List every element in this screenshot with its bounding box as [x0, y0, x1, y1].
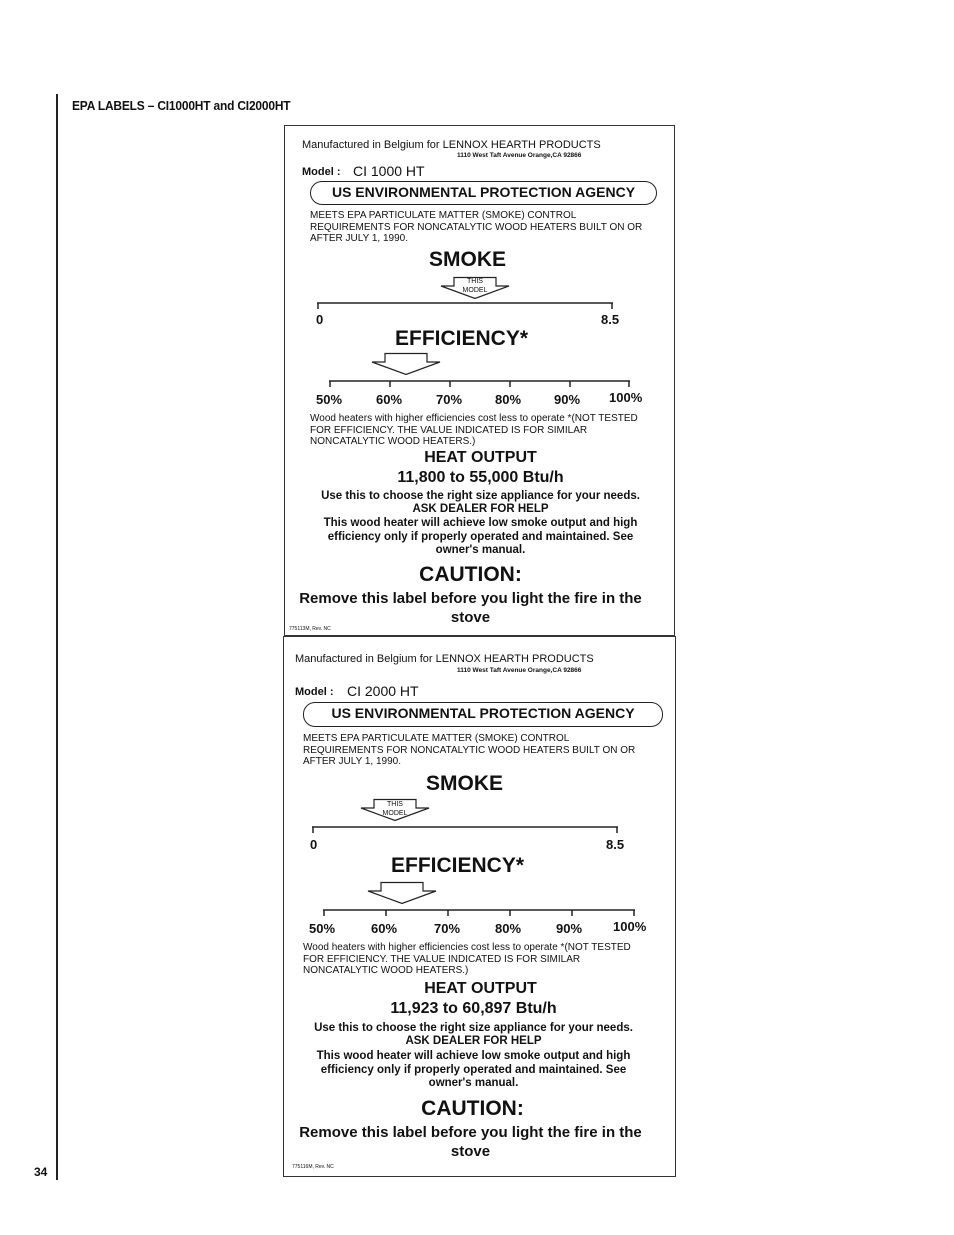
- efficiency-tick-label: 50%: [316, 392, 343, 407]
- address-line: 1110 West Taft Avenue Orange,CA 92866: [457, 152, 582, 159]
- efficiency-note: Wood heaters with higher efficiencies cost less to operate *(NOT TESTED FOR EFFICIENCY. THE VALUE INDICATED IS FOR SIMILAR NONCATALYTIC WOOD HEATERS.): [310, 413, 638, 447]
- efficiency-arrow-icon: [371, 353, 441, 375]
- efficiency-heading: EFFICIENCY*: [391, 854, 525, 877]
- remove-label-warning: Remove this label before you light the fire in the stove: [299, 1124, 642, 1160]
- efficiency-tick-label: 70%: [436, 392, 463, 407]
- efficiency-tick-label: 100%: [609, 390, 643, 405]
- ask-dealer-line: ASK DEALER FOR HELP: [405, 1035, 542, 1047]
- efficiency-tick-label: 70%: [434, 921, 461, 936]
- efficiency-tick-label: 80%: [495, 921, 522, 936]
- smoke-scale-max: 8.5: [606, 837, 625, 852]
- heat-output-heading: HEAT OUTPUT: [424, 980, 537, 997]
- this-model-label: THIS MODEL: [462, 278, 488, 294]
- efficiency-scale-rule: [323, 906, 636, 916]
- smoke-heading: SMOKE: [429, 248, 507, 271]
- manufacturer-line: Manufactured in Belgium for LENNOX HEARTH PRODUCTS: [302, 139, 601, 151]
- heat-output-range: 11,923 to 60,897 Btu/h: [390, 1000, 557, 1017]
- heat-output-range: 11,800 to 55,000 Btu/h: [397, 469, 564, 486]
- heat-output-heading: HEAT OUTPUT: [424, 449, 537, 466]
- sizing-advice: Use this to choose the right size appliance for your needs.: [314, 1022, 633, 1034]
- this-model-label: THIS MODEL: [382, 801, 408, 817]
- efficiency-note: Wood heaters with higher efficiencies cost less to operate *(NOT TESTED FOR EFFICIENCY. THE VALUE INDICATED IS FOR SIMILAR NONCATALYTIC WOOD HEATERS.): [303, 942, 631, 976]
- smoke-scale-max: 8.5: [601, 312, 620, 327]
- caution-heading: CAUTION:: [421, 1097, 524, 1120]
- epa-compliance-text: MEETS EPA PARTICULATE MATTER (SMOKE) CONTROL REQUIREMENTS FOR NONCATALYTIC WOOD HEATERS BUILT ON OR AFTER JULY 1, 1990.: [303, 733, 636, 767]
- efficiency-arrow-icon: [367, 882, 437, 904]
- efficiency-tick-label: 50%: [309, 921, 336, 936]
- label-part-number: 775116M, Rev. NC: [292, 1164, 334, 1170]
- model-value: CI 2000 HT: [347, 683, 419, 699]
- ask-dealer-line: ASK DEALER FOR HELP: [412, 503, 549, 515]
- epa-label-ci2000ht: [283, 636, 676, 1177]
- efficiency-tick-label: 90%: [556, 921, 583, 936]
- agency-banner: US ENVIRONMENTAL PROTECTION AGENCY: [310, 181, 657, 205]
- efficiency-tick-label: 90%: [554, 392, 581, 407]
- smoke-scale-rule: [312, 823, 619, 833]
- remove-label-warning: Remove this label before you light the fire in the stove: [299, 590, 642, 626]
- sizing-advice: Use this to choose the right size appliance for your needs.: [321, 490, 640, 502]
- section-title: EPA LABELS – CI1000HT and CI2000HT: [72, 98, 291, 113]
- manufacturer-line: Manufactured in Belgium for LENNOX HEARTH PRODUCTS: [295, 653, 594, 665]
- efficiency-tick-label: 80%: [495, 392, 522, 407]
- smoke-scale-min: 0: [310, 837, 318, 852]
- efficiency-tick-label: 60%: [376, 392, 403, 407]
- smoke-scale-min: 0: [316, 312, 324, 327]
- page-number: 34: [34, 1165, 48, 1179]
- efficiency-tick-label: 60%: [371, 921, 398, 936]
- model-key: Model :: [302, 166, 341, 178]
- efficiency-heading: EFFICIENCY*: [395, 327, 529, 350]
- page-margin-rule: [56, 94, 58, 1180]
- smoke-heading: SMOKE: [426, 772, 504, 795]
- address-line: 1110 West Taft Avenue Orange,CA 92866: [457, 667, 582, 674]
- model-value: CI 1000 HT: [353, 163, 425, 179]
- efficiency-tick-label: 100%: [613, 919, 647, 934]
- epa-label-ci1000ht: [284, 125, 675, 636]
- smoke-scale-rule: [317, 299, 614, 309]
- agency-banner: US ENVIRONMENTAL PROTECTION AGENCY: [303, 702, 663, 727]
- model-key: Model :: [295, 686, 334, 698]
- label-part-number: 775113M, Rev. NC: [289, 626, 331, 632]
- efficiency-scale-rule: [329, 377, 631, 387]
- performance-advice: This wood heater will achieve low smoke output and high efficiency only if properly operated and maintained. See owner's manual.: [323, 517, 638, 556]
- caution-heading: CAUTION:: [419, 563, 522, 586]
- performance-advice: This wood heater will achieve low smoke output and high efficiency only if properly operated and maintained. See owner's manual.: [316, 1050, 631, 1089]
- epa-compliance-text: MEETS EPA PARTICULATE MATTER (SMOKE) CONTROL REQUIREMENTS FOR NONCATALYTIC WOOD HEATERS BUILT ON OR AFTER JULY 1, 1990.: [310, 210, 643, 244]
